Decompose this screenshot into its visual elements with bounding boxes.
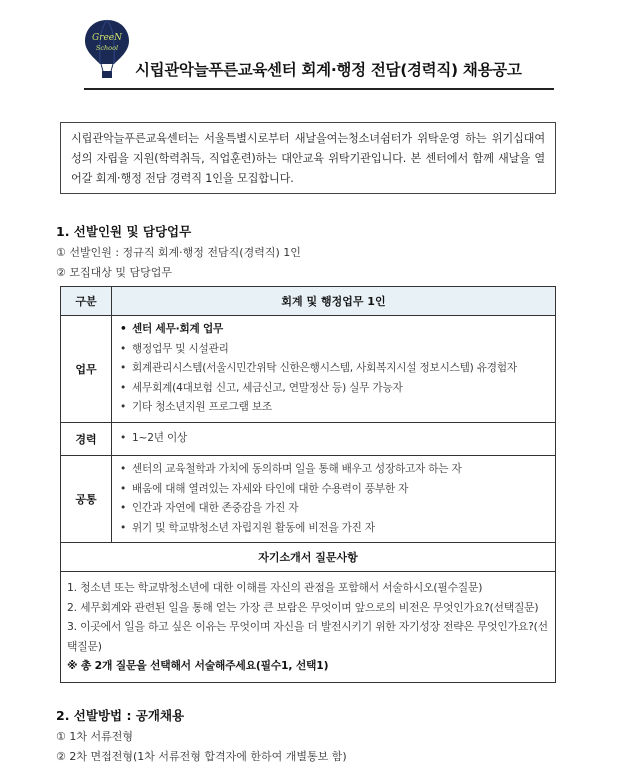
row-label-common: 공통	[61, 456, 112, 543]
question-2: 2. 세무회계와 관련된 일을 통해 얻는 가장 큰 보람은 무엇이며 앞으로의 비전은 무엇인가요?(선택질문)	[67, 600, 539, 614]
table-row-duties	[61, 316, 556, 423]
table-row-experience	[61, 423, 556, 456]
list-item: • 행정업무 및 시설관리	[120, 340, 547, 360]
intro-box: 시립관악늘푸른교육센터는 서울특별시로부터 새날을여는청소녀쉼터가 위탁운영 하는 위기십대여성의 자립을 지원(학력취득, 직업훈련)하는 대안교육 위탁기관입니다. 본 센터에서 함께 새날을 열어갈 회계·행정 전담 경력직 1인을 모집합니다.	[60, 122, 556, 194]
essay-questions	[61, 572, 556, 683]
question-3: 3. 이곳에서 일을 하고 싶은 이유는 무엇이며 자신을 더 발전시키기 위한 자기성장 전략은 무엇인가요?(선택질문)	[67, 620, 548, 653]
section2-heading: 2. 선발방법 : 공개채용	[56, 708, 185, 723]
page-title: 시립관악늘푸른교육센터 회계·행정 전담(경력직) 채용공고	[135, 61, 522, 79]
list-item: • 1~2년 이상	[120, 429, 547, 449]
list-item: • 세무회계(4대보험 신고, 세금신고, 연말정산 등) 실무 가능자	[120, 379, 547, 399]
section2-item-1: ① 1차 서류전형	[56, 730, 133, 743]
row-label-duties: 업무	[61, 316, 112, 423]
list-item: • 인간과 자연에 대한 존중감을 가진 자	[120, 499, 547, 519]
essay-questions-header: 자기소개서 질문사항	[61, 543, 556, 572]
section1-heading: 1. 선발인원 및 담당업무	[56, 224, 192, 239]
section1-item-2: ② 모집대상 및 담당업무	[56, 266, 172, 279]
list-item: • 위기 및 학교밖청소년 자립지원 활동에 비전을 가진 자	[120, 519, 547, 539]
section1-item-1: ① 선발인원 : 정규직 회계·행정 전담직(경력직) 1인	[56, 246, 301, 259]
table-row-common	[61, 456, 556, 543]
green-school-logo	[84, 18, 130, 80]
title-divider	[84, 88, 554, 90]
list-item: • 기타 청소년지원 프로그램 보조	[120, 398, 547, 418]
section2-item-2: ② 2차 면접전형(1차 서류전형 합격자에 한하여 개별통보 함)	[56, 750, 347, 763]
logo-text-1: GreeN	[91, 33, 123, 43]
list-item: • 배움에 대해 열려있는 자세와 타인에 대한 수용력이 풍부한 자	[120, 480, 547, 500]
experience-list	[120, 429, 547, 449]
duties-list	[120, 320, 547, 418]
table-header-role: 회계 및 행정업무 1인	[112, 287, 556, 316]
list-item: • 회계관리시스템(서울시민간위탁 신한은행시스템, 사회복지시설 정보시스템) 유경험자	[120, 359, 547, 379]
row-label-experience: 경력	[61, 423, 112, 456]
question-1: 1. 청소년 또는 학교밖청소년에 대한 이해를 자신의 관점을 포함해서 서술하시오(필수질문)	[67, 581, 483, 594]
list-item: • 센터 세무·회계 업무	[120, 320, 547, 340]
questions-note: ※ 총 2개 질문을 선택해서 서술해주세요(필수1, 선택1)	[67, 659, 329, 672]
common-list	[120, 460, 547, 538]
logo-text-2: School	[95, 44, 119, 52]
list-item: • 센터의 교육철학과 가치에 동의하며 일을 통해 배우고 성장하고자 하는 자	[120, 460, 547, 480]
job-table	[60, 286, 556, 683]
table-header-category: 구분	[61, 287, 112, 316]
